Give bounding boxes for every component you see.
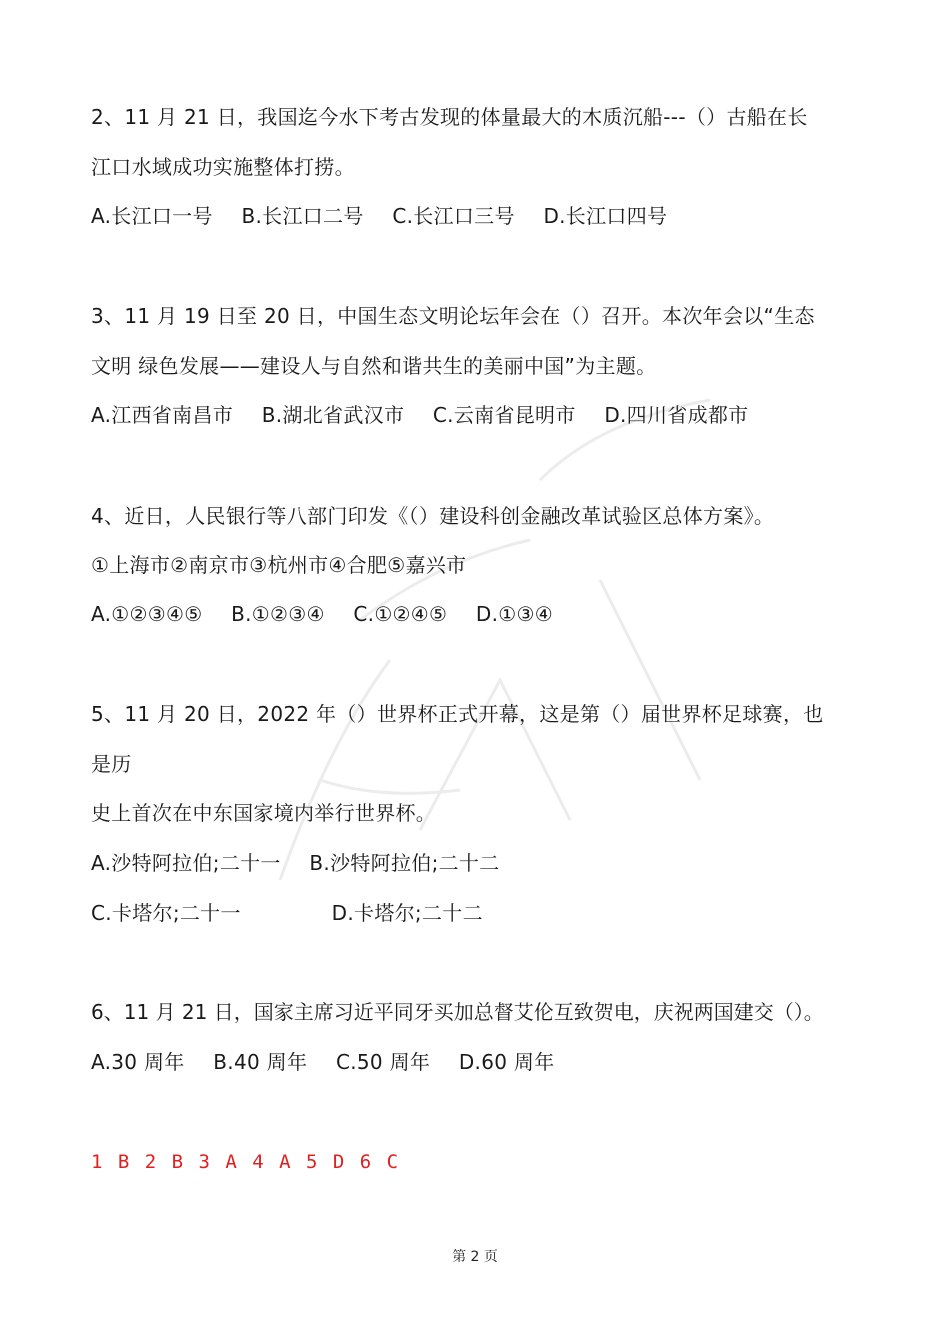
question-2-line-2: 江口水域成功实施整体打捞。	[91, 155, 355, 179]
question-5-line-2: 是历	[91, 752, 132, 776]
question-2-line-1: 2、11 月 21 日，我国迄今水下考古发现的体量最大的木质沉船---（）古船在长	[91, 105, 808, 129]
question-4-option-b: B.①②③④	[231, 602, 325, 626]
question-6-options	[91, 1048, 577, 1076]
question-2-option-b: B.长江口二号	[241, 204, 364, 228]
question-5-option-a: A.沙特阿拉伯;二十一	[91, 851, 281, 875]
question-6-option-d: D.60 周年	[458, 1050, 555, 1074]
question-4-line-1: 4、近日，人民银行等八部门印发《（）建设科创金融改革试验区总体方案》。	[91, 504, 775, 528]
question-3-line-2: 文明 绿色发展——建设人与自然和谐共生的美丽中国”为主题。	[91, 354, 657, 378]
question-6-option-c: C.50 周年	[335, 1050, 431, 1074]
question-3-option-d: D.四川省成都市	[604, 403, 749, 427]
question-5-line-1: 5、11 月 20 日，2022 年（）世界杯正式开幕，这是第（）届世界杯足球赛，也	[91, 702, 824, 726]
question-3-line-1: 3、11 月 19 日至 20 日，中国生态文明论坛年会在（）召开。本次年会以“生态	[91, 304, 815, 328]
question-6-option-a: A.30 周年	[91, 1050, 185, 1074]
question-6-line-1: 6、11 月 21 日，国家主席习近平同牙买加总督艾伦互致贺电，庆祝两国建交（）。	[91, 1000, 824, 1024]
question-5-options-row-1	[91, 849, 522, 877]
question-5-line-3: 史上首次在中东国家境内举行世界杯。	[91, 801, 437, 825]
question-2-option-d: D.长江口四号	[543, 204, 668, 228]
question-5-option-b: B.沙特阿拉伯;二十二	[309, 851, 500, 875]
question-2-option-c: C.长江口三号	[392, 204, 515, 228]
question-4-option-d: D.①③④	[475, 602, 553, 626]
watermark-graphic	[240, 360, 760, 920]
question-4-line-2: ①上海市②南京市③杭州市④合肥⑤嘉兴市	[91, 553, 467, 577]
question-4-options	[91, 600, 575, 628]
question-2-option-a: A.长江口一号	[91, 204, 213, 228]
question-3-option-c: C.云南省昆明市	[432, 403, 576, 427]
page-number: 第 2 页	[452, 1249, 498, 1265]
answer-key: 1 B 2 B 3 A 4 A 5 D 6 C	[91, 1151, 401, 1173]
question-3-option-b: B.湖北省武汉市	[261, 403, 405, 427]
question-6-option-b: B.40 周年	[213, 1050, 308, 1074]
question-5-option-d: D.卡塔尔;二十二	[331, 901, 483, 925]
question-5-options-row-2	[91, 899, 505, 927]
question-3-options	[91, 401, 771, 429]
question-4-option-a: A.①②③④⑤	[91, 602, 203, 626]
question-2-options	[91, 202, 689, 230]
question-4-option-c: C.①②④⑤	[353, 602, 448, 626]
question-5-option-c: C.卡塔尔;二十一	[91, 901, 241, 925]
question-3-option-a: A.江西省南昌市	[91, 403, 234, 427]
